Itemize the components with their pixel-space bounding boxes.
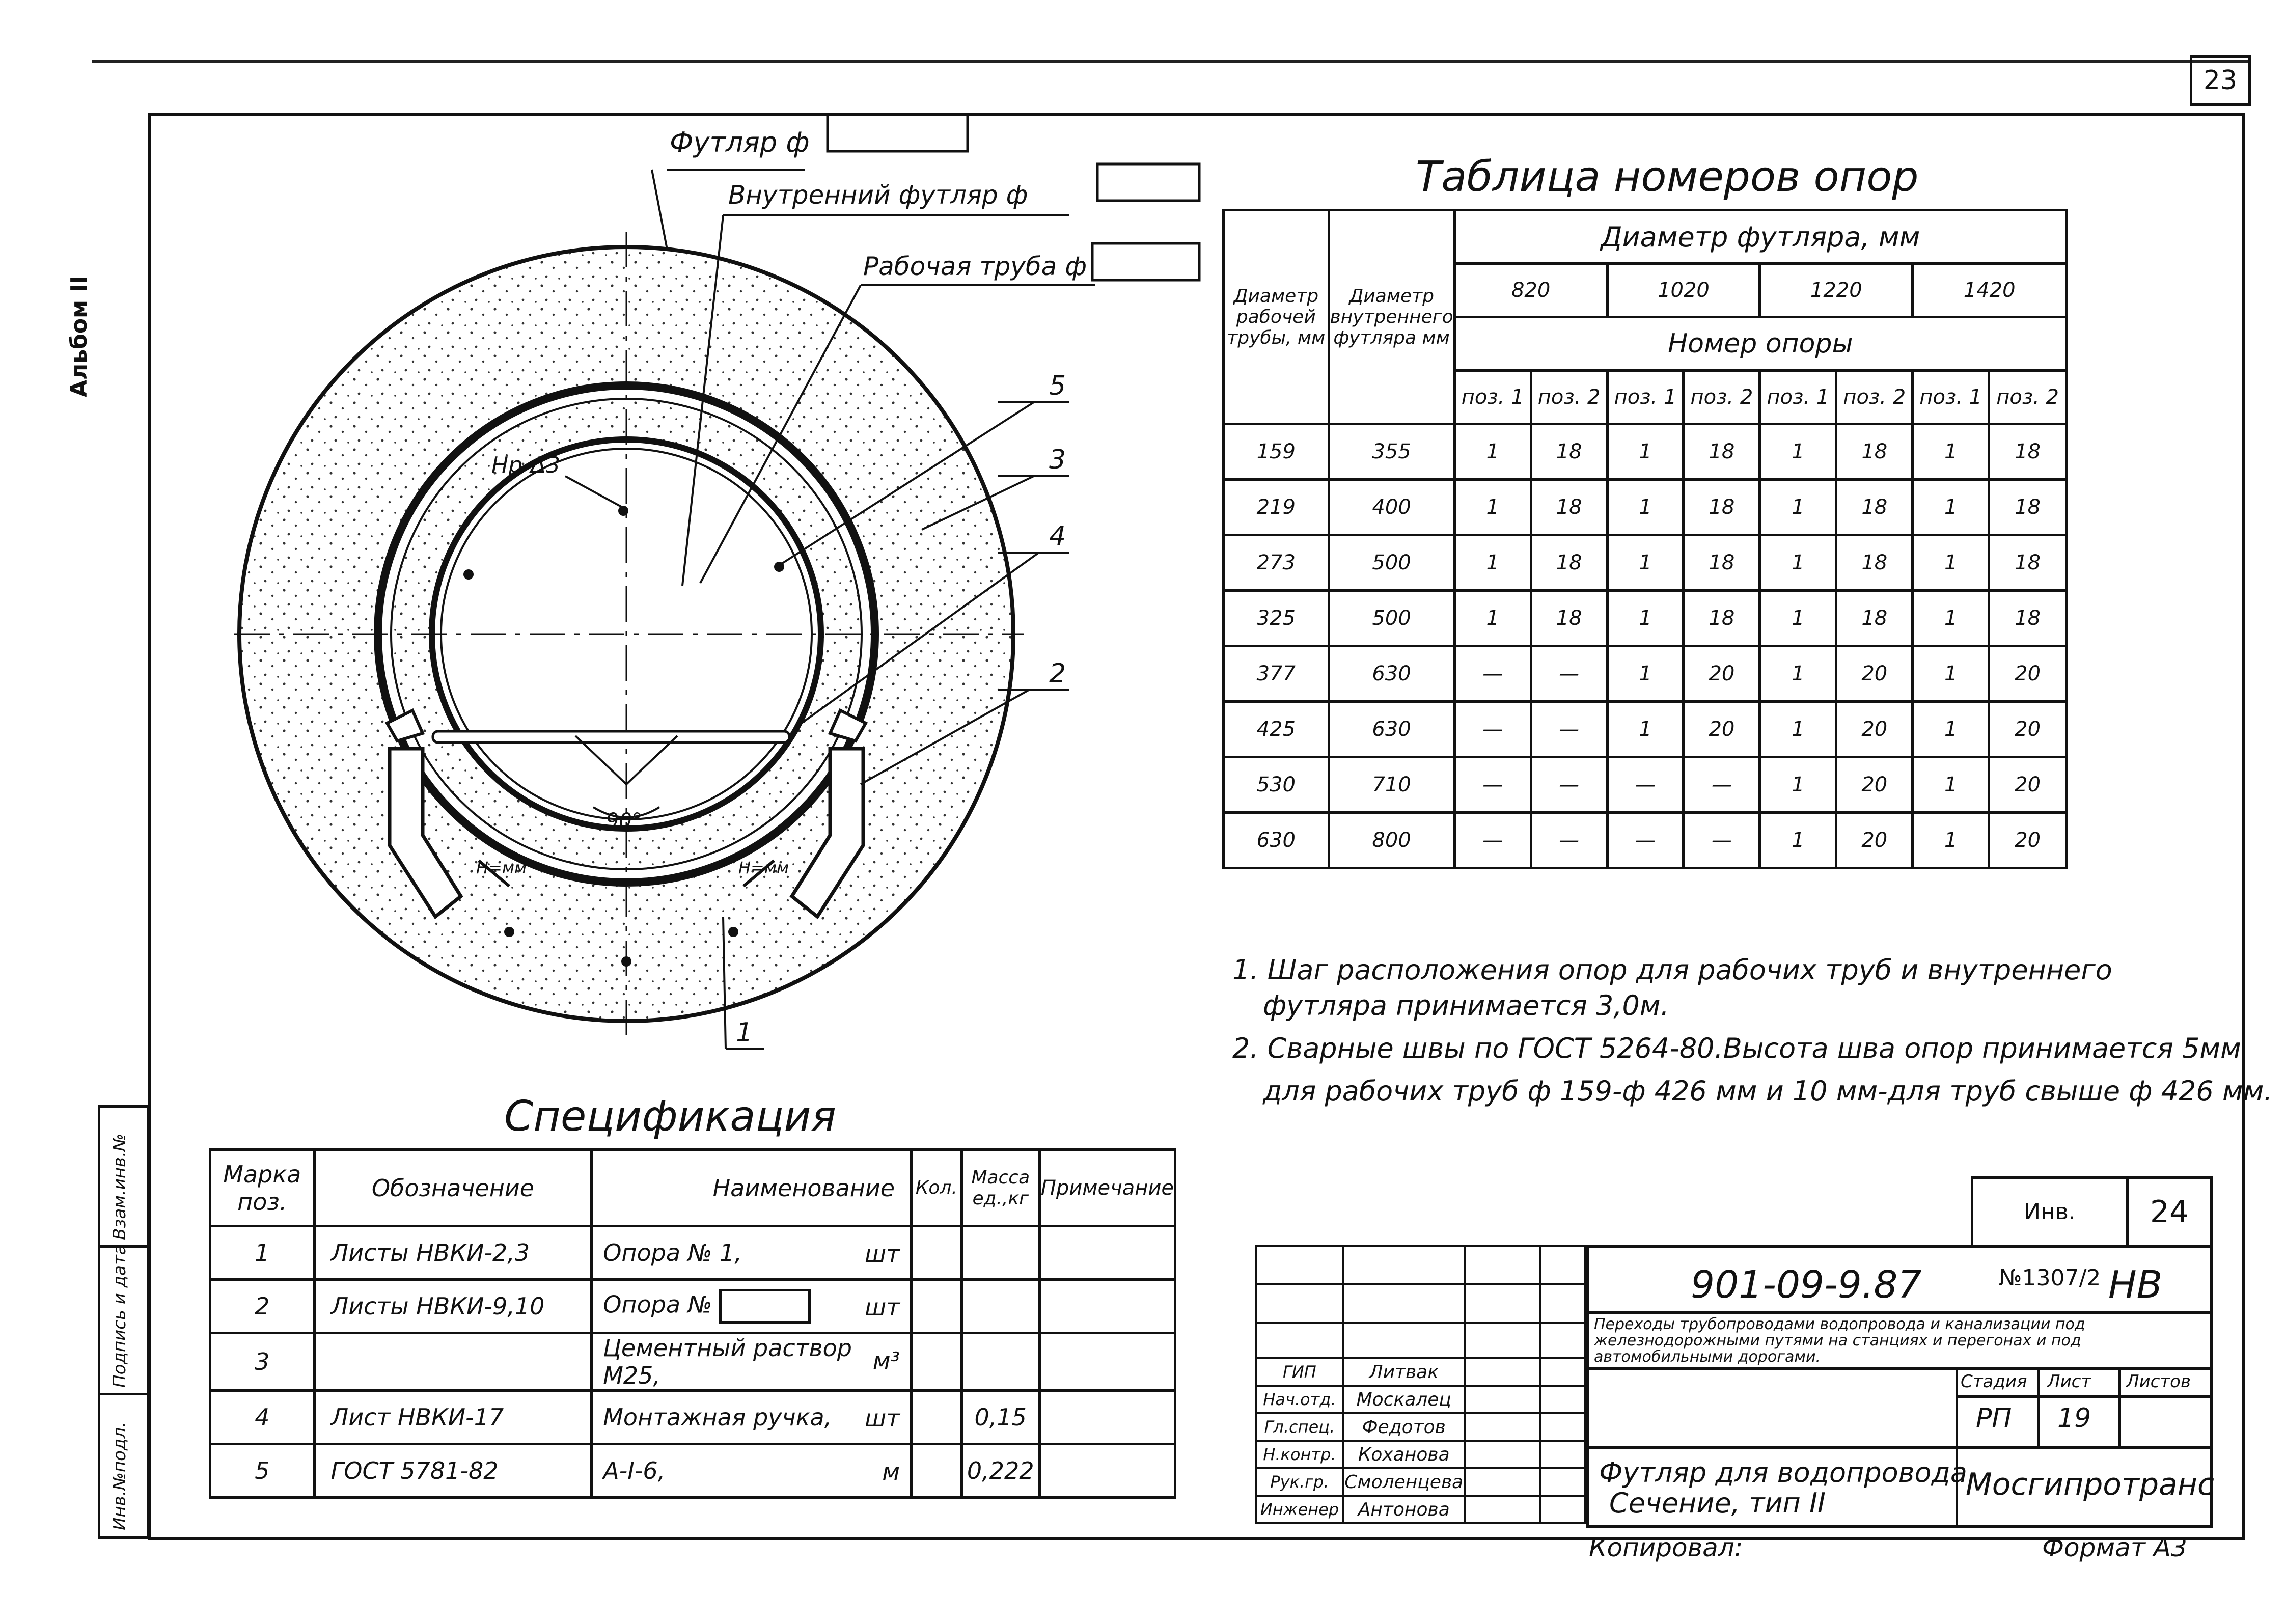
document-code: 901-09-9.87 xyxy=(1691,1263,1922,1307)
staff-name: Смоленцева xyxy=(1343,1468,1465,1496)
sub-header: поз. 1 xyxy=(1913,371,1989,424)
handle-height-left: Н=мм xyxy=(476,858,527,877)
staff-row xyxy=(1256,1386,1585,1413)
sub-header: поз. 2 xyxy=(1836,371,1913,424)
section-code: НВ xyxy=(2108,1263,2163,1307)
cross-section-drawing xyxy=(0,0,1222,1110)
casing-size-1220: 1220 xyxy=(1760,264,1913,317)
supports-cell: 1 xyxy=(1913,535,1989,591)
spec-header: Кол. xyxy=(912,1150,962,1226)
casing-diameter-box xyxy=(828,115,968,151)
notes xyxy=(1232,952,2273,1109)
spec-designation: ГОСТ 5781-82 xyxy=(314,1444,592,1498)
supports-cell: 18 xyxy=(1684,424,1760,480)
casing-size-820: 820 xyxy=(1454,264,1607,317)
sheet-number-box xyxy=(2190,55,2251,106)
supports-cell: 18 xyxy=(1836,591,1913,646)
supports-cell: 273 xyxy=(1224,535,1329,591)
inner-casing-diameter-box xyxy=(1097,164,1199,201)
supports-cell: 630 xyxy=(1224,813,1329,868)
sheets-header: Листов xyxy=(2126,1371,2191,1392)
specification-table xyxy=(209,1148,1176,1499)
staff-date xyxy=(1540,1358,1585,1386)
staff-name: Федотов xyxy=(1343,1413,1465,1441)
note-line: футляра принимается 3,0м. xyxy=(1263,989,1669,1022)
supports-cell: 18 xyxy=(1989,480,2067,535)
spec-header: Наименование xyxy=(592,1150,912,1226)
supports-row xyxy=(1224,702,2067,757)
spec-unit: м³ xyxy=(872,1347,900,1374)
supports-cell: 20 xyxy=(1836,813,1913,868)
supports-cell: 1 xyxy=(1454,480,1531,535)
supports-cell: — xyxy=(1454,702,1531,757)
stamp-cell-sign: Подпись и дата xyxy=(109,1244,130,1388)
supports-cell: 18 xyxy=(1684,480,1760,535)
working-pipe-callout-label: Рабочая труба ф xyxy=(863,252,1087,281)
spec-unit: шт xyxy=(865,1240,900,1268)
supports-cell: 219 xyxy=(1224,480,1329,535)
inner-casing-callout-label: Внутренний футляр ф xyxy=(728,180,1028,210)
supports-cell: 1 xyxy=(1454,591,1531,646)
staff-row xyxy=(1256,1496,1585,1523)
supports-cell: 325 xyxy=(1224,591,1329,646)
spec-row xyxy=(210,1391,1175,1444)
supports-cell: 1 xyxy=(1760,535,1836,591)
spec-designation: Лист НВКИ-17 xyxy=(314,1391,592,1444)
staff-name: Москалец xyxy=(1343,1386,1465,1413)
weld-label: Нр-Δ3 xyxy=(491,452,560,478)
supports-cell: 500 xyxy=(1329,535,1454,591)
title-block-staff xyxy=(1255,1245,1586,1524)
supports-cell: — xyxy=(1454,813,1531,868)
staff-role: Гл.спец. xyxy=(1256,1413,1343,1441)
supports-row xyxy=(1224,480,2067,535)
supports-cell: 1 xyxy=(1607,480,1684,535)
supports-cell: 20 xyxy=(1989,757,2067,813)
supports-cell: 1 xyxy=(1454,424,1531,480)
note-line: для рабочих труб ф 159-ф 426 мм и 10 мм-для труб свыше ф 426 мм. xyxy=(1263,1075,2273,1107)
supports-cell: 20 xyxy=(1684,702,1760,757)
supports-cell: 20 xyxy=(1989,702,2067,757)
stamp-cell-inv: Инв.№подл. xyxy=(109,1422,130,1530)
staff-role: Инженер xyxy=(1256,1496,1343,1523)
sub-header: поз. 1 xyxy=(1454,371,1531,424)
supports-col-pipe-diameter: Диаметр рабочей трубы, мм xyxy=(1224,210,1329,424)
supports-cell: 1 xyxy=(1913,702,1989,757)
spec-name-cell xyxy=(592,1444,912,1498)
spec-row xyxy=(210,1280,1175,1333)
spec-row xyxy=(210,1333,1175,1391)
spec-mark: 5 xyxy=(210,1444,315,1498)
title-block-main xyxy=(1586,1245,2213,1528)
supports-cell: 710 xyxy=(1329,757,1454,813)
sheet-header: Лист xyxy=(2047,1371,2091,1392)
sheet-number: 23 xyxy=(2203,65,2238,96)
staff-role: Нач.отд. xyxy=(1256,1386,1343,1413)
spec-name-cell xyxy=(592,1226,912,1280)
spec-note xyxy=(1039,1391,1175,1444)
spec-name-cell xyxy=(592,1391,912,1444)
staff-row xyxy=(1256,1441,1585,1468)
supports-cell: 18 xyxy=(1989,591,2067,646)
supports-cell: 18 xyxy=(1684,591,1760,646)
supports-row xyxy=(1224,591,2067,646)
staff-row xyxy=(1256,1358,1585,1386)
sheet-value: 19 xyxy=(2057,1403,2091,1434)
staff-date xyxy=(1540,1413,1585,1441)
supports-cell: 1 xyxy=(1607,702,1684,757)
supports-row xyxy=(1224,646,2067,702)
staff-row xyxy=(1256,1468,1585,1496)
spec-qty xyxy=(912,1226,962,1280)
sub-header: поз. 1 xyxy=(1607,371,1684,424)
support-number-input-box xyxy=(719,1289,811,1324)
drawing-title-line1: Футляр для водопровода xyxy=(1599,1456,1967,1489)
stamp-divider-2 xyxy=(100,1393,147,1395)
spec-header: Примечание xyxy=(1039,1150,1175,1226)
position-4: 4 xyxy=(1049,521,1066,552)
position-3: 3 xyxy=(1049,445,1066,475)
supports-table-title: Таблица номеров опор xyxy=(1416,153,1919,201)
spec-mass: 0,15 xyxy=(961,1391,1039,1444)
spec-designation: Листы НВКИ-2,3 xyxy=(314,1226,592,1280)
casing-size-1020: 1020 xyxy=(1607,264,1760,317)
supports-cell: 20 xyxy=(1836,702,1913,757)
supports-cell: 630 xyxy=(1329,646,1454,702)
organization: Мосгипротранс xyxy=(1966,1467,2215,1502)
supports-cell: 18 xyxy=(1531,591,1607,646)
supports-table xyxy=(1222,209,2068,869)
staff-signature xyxy=(1465,1386,1540,1413)
supports-cell: 20 xyxy=(1836,757,1913,813)
angle-label: 90° xyxy=(606,809,642,833)
supports-cell: 18 xyxy=(1836,424,1913,480)
spec-note xyxy=(1039,1226,1175,1280)
supports-row xyxy=(1224,535,2067,591)
supports-cell: 18 xyxy=(1531,480,1607,535)
supports-cell: 1 xyxy=(1913,813,1989,868)
supports-cell: — xyxy=(1454,646,1531,702)
staff-date xyxy=(1540,1386,1585,1413)
supports-cell: 18 xyxy=(1836,535,1913,591)
supports-col-inner-casing: Диаметр внутреннего футляра мм xyxy=(1329,210,1454,424)
spec-mass xyxy=(961,1333,1039,1391)
page-box xyxy=(2126,1176,2213,1248)
spec-qty xyxy=(912,1391,962,1444)
supports-cell: 1 xyxy=(1607,591,1684,646)
spec-qty xyxy=(912,1280,962,1333)
supports-cell: 1 xyxy=(1607,535,1684,591)
spec-mark: 3 xyxy=(210,1333,315,1391)
staff-date xyxy=(1540,1441,1585,1468)
spec-unit: шт xyxy=(865,1405,900,1432)
working-pipe-diameter-box xyxy=(1092,243,1199,280)
supports-cell: 1 xyxy=(1760,424,1836,480)
spec-mark: 2 xyxy=(210,1280,315,1333)
supports-cell: 18 xyxy=(1989,424,2067,480)
stamp-cell-replace: Взам.инв.№ xyxy=(109,1133,130,1240)
inventory-box xyxy=(1971,1176,2129,1291)
staff-signature xyxy=(1465,1468,1540,1496)
inventory-number: Инв.№1307/2 xyxy=(1998,1199,2101,1291)
supports-cell: 377 xyxy=(1224,646,1329,702)
note-line: 2. Сварные швы по ГОСТ 5264-80.Высота шва опор принимается 5мм xyxy=(1232,1032,2241,1064)
supports-row xyxy=(1224,757,2067,813)
staff-signature xyxy=(1465,1496,1540,1523)
sub-header: поз. 1 xyxy=(1760,371,1836,424)
spec-designation xyxy=(314,1333,592,1391)
supports-cell: 630 xyxy=(1329,702,1454,757)
spec-mass xyxy=(961,1226,1039,1280)
supports-cell: 1 xyxy=(1760,646,1836,702)
note-line: 1. Шаг расположения опор для рабочих труб и внутреннего xyxy=(1232,954,2112,986)
supports-cell: 159 xyxy=(1224,424,1329,480)
spec-header: Обозначение xyxy=(314,1150,592,1226)
handle-height-right: Н=мм xyxy=(738,858,789,877)
staff-role: Н.контр. xyxy=(1256,1441,1343,1468)
spec-unit: м xyxy=(882,1458,900,1485)
supports-cell: 18 xyxy=(1531,535,1607,591)
supports-cell: 18 xyxy=(1836,480,1913,535)
spec-name: А-I-6, xyxy=(603,1457,666,1484)
spec-name: Монтажная ручка, xyxy=(603,1403,832,1431)
supports-cell: 1 xyxy=(1760,702,1836,757)
spec-note xyxy=(1039,1444,1175,1498)
supports-cell: 20 xyxy=(1836,646,1913,702)
supports-cell: 425 xyxy=(1224,702,1329,757)
supports-cell: 1 xyxy=(1760,591,1836,646)
staff-name: Литвак xyxy=(1343,1358,1465,1386)
supports-cell: 1 xyxy=(1760,813,1836,868)
supports-cell: 1 xyxy=(1760,757,1836,813)
position-1: 1 xyxy=(736,1017,753,1048)
supports-cell: 1 xyxy=(1760,480,1836,535)
sub-header: поз. 2 xyxy=(1989,371,2067,424)
sheet-format: Формат А3 xyxy=(2042,1533,2187,1562)
spec-qty xyxy=(912,1444,962,1498)
spec-qty xyxy=(912,1333,962,1391)
supports-cell: — xyxy=(1531,702,1607,757)
spec-row xyxy=(210,1226,1175,1280)
spec-mass xyxy=(961,1280,1039,1333)
drawing-title-line2: Сечение, тип II xyxy=(1609,1487,1826,1519)
supports-cell: 400 xyxy=(1329,480,1454,535)
supports-cell: — xyxy=(1607,757,1684,813)
spec-unit: шт xyxy=(865,1293,900,1321)
supports-cell: 18 xyxy=(1684,535,1760,591)
copied-by: Копировал: xyxy=(1589,1533,1743,1562)
supports-cell: — xyxy=(1684,813,1760,868)
spec-note xyxy=(1039,1333,1175,1391)
sub-header: поз. 2 xyxy=(1531,371,1607,424)
staff-role: Рук.гр. xyxy=(1256,1468,1343,1496)
supports-cell: 20 xyxy=(1989,646,2067,702)
staff-signature xyxy=(1465,1441,1540,1468)
supports-cell: 18 xyxy=(1531,424,1607,480)
supports-cell: — xyxy=(1531,757,1607,813)
supports-cell: — xyxy=(1531,813,1607,868)
supports-cell: 1 xyxy=(1607,424,1684,480)
spec-mark: 1 xyxy=(210,1226,315,1280)
spec-name-cell xyxy=(592,1333,912,1391)
supports-row xyxy=(1224,813,2067,868)
spec-name: Опора № xyxy=(603,1290,712,1318)
supports-cell: 1 xyxy=(1913,757,1989,813)
supports-casing-header: Диаметр футляра, мм xyxy=(1454,210,2066,264)
supports-cell: 1 xyxy=(1913,480,1989,535)
staff-signature xyxy=(1465,1358,1540,1386)
album-label: Альбом II xyxy=(66,275,92,397)
spec-name: Опора № 1, xyxy=(603,1239,742,1267)
stage-value: РП xyxy=(1976,1403,2012,1434)
staff-signature xyxy=(1465,1413,1540,1441)
spec-mass: 0,222 xyxy=(961,1444,1039,1498)
position-2: 2 xyxy=(1049,658,1066,689)
supports-cell: 1 xyxy=(1607,646,1684,702)
casing-callout-label: Футляр ф xyxy=(670,126,810,158)
supports-cell: 530 xyxy=(1224,757,1329,813)
supports-row xyxy=(1224,424,2067,480)
supports-cell: 800 xyxy=(1329,813,1454,868)
supports-cell: — xyxy=(1454,757,1531,813)
project-description: Переходы трубопроводами водопровода и канализации под железнодорожными путями на станциях и перегонах и под автомобильными дорогами. xyxy=(1594,1315,2085,1366)
spec-row xyxy=(210,1444,1175,1498)
supports-cell: — xyxy=(1684,757,1760,813)
supports-cell: 1 xyxy=(1454,535,1531,591)
spec-header: Марка поз. xyxy=(210,1150,315,1226)
supports-cell: 1 xyxy=(1913,424,1989,480)
supports-cell: 20 xyxy=(1989,813,2067,868)
spec-header: Масса ед.,кг xyxy=(961,1150,1039,1226)
staff-date xyxy=(1540,1468,1585,1496)
casing-size-1420: 1420 xyxy=(1913,264,2067,317)
staff-name: Антонова xyxy=(1343,1496,1465,1523)
spec-name: Цементный раствор М25, xyxy=(603,1334,852,1389)
supports-cell: 20 xyxy=(1684,646,1760,702)
supports-cell: 1 xyxy=(1913,646,1989,702)
supports-cell: 1 xyxy=(1913,591,1989,646)
specification-title: Спецификация xyxy=(504,1092,837,1141)
support-number-header: Номер опоры xyxy=(1454,317,2066,371)
supports-cell: 355 xyxy=(1329,424,1454,480)
sub-header: поз. 2 xyxy=(1684,371,1760,424)
supports-cell: 18 xyxy=(1989,535,2067,591)
spec-designation: Листы НВКИ-9,10 xyxy=(314,1280,592,1333)
page-box-number: 24 xyxy=(2150,1194,2189,1230)
staff-date xyxy=(1540,1496,1585,1523)
supports-cell: — xyxy=(1607,813,1684,868)
spec-mark: 4 xyxy=(210,1391,315,1444)
staff-row xyxy=(1256,1413,1585,1441)
staff-role: ГИП xyxy=(1256,1358,1343,1386)
position-5: 5 xyxy=(1049,371,1066,401)
spec-note xyxy=(1039,1280,1175,1333)
supports-cell: — xyxy=(1531,646,1607,702)
supports-cell: 500 xyxy=(1329,591,1454,646)
spec-name-cell xyxy=(592,1280,912,1333)
stage-header: Стадия xyxy=(1961,1371,2027,1392)
left-stamp xyxy=(98,1105,150,1539)
staff-name: Коханова xyxy=(1343,1441,1465,1468)
